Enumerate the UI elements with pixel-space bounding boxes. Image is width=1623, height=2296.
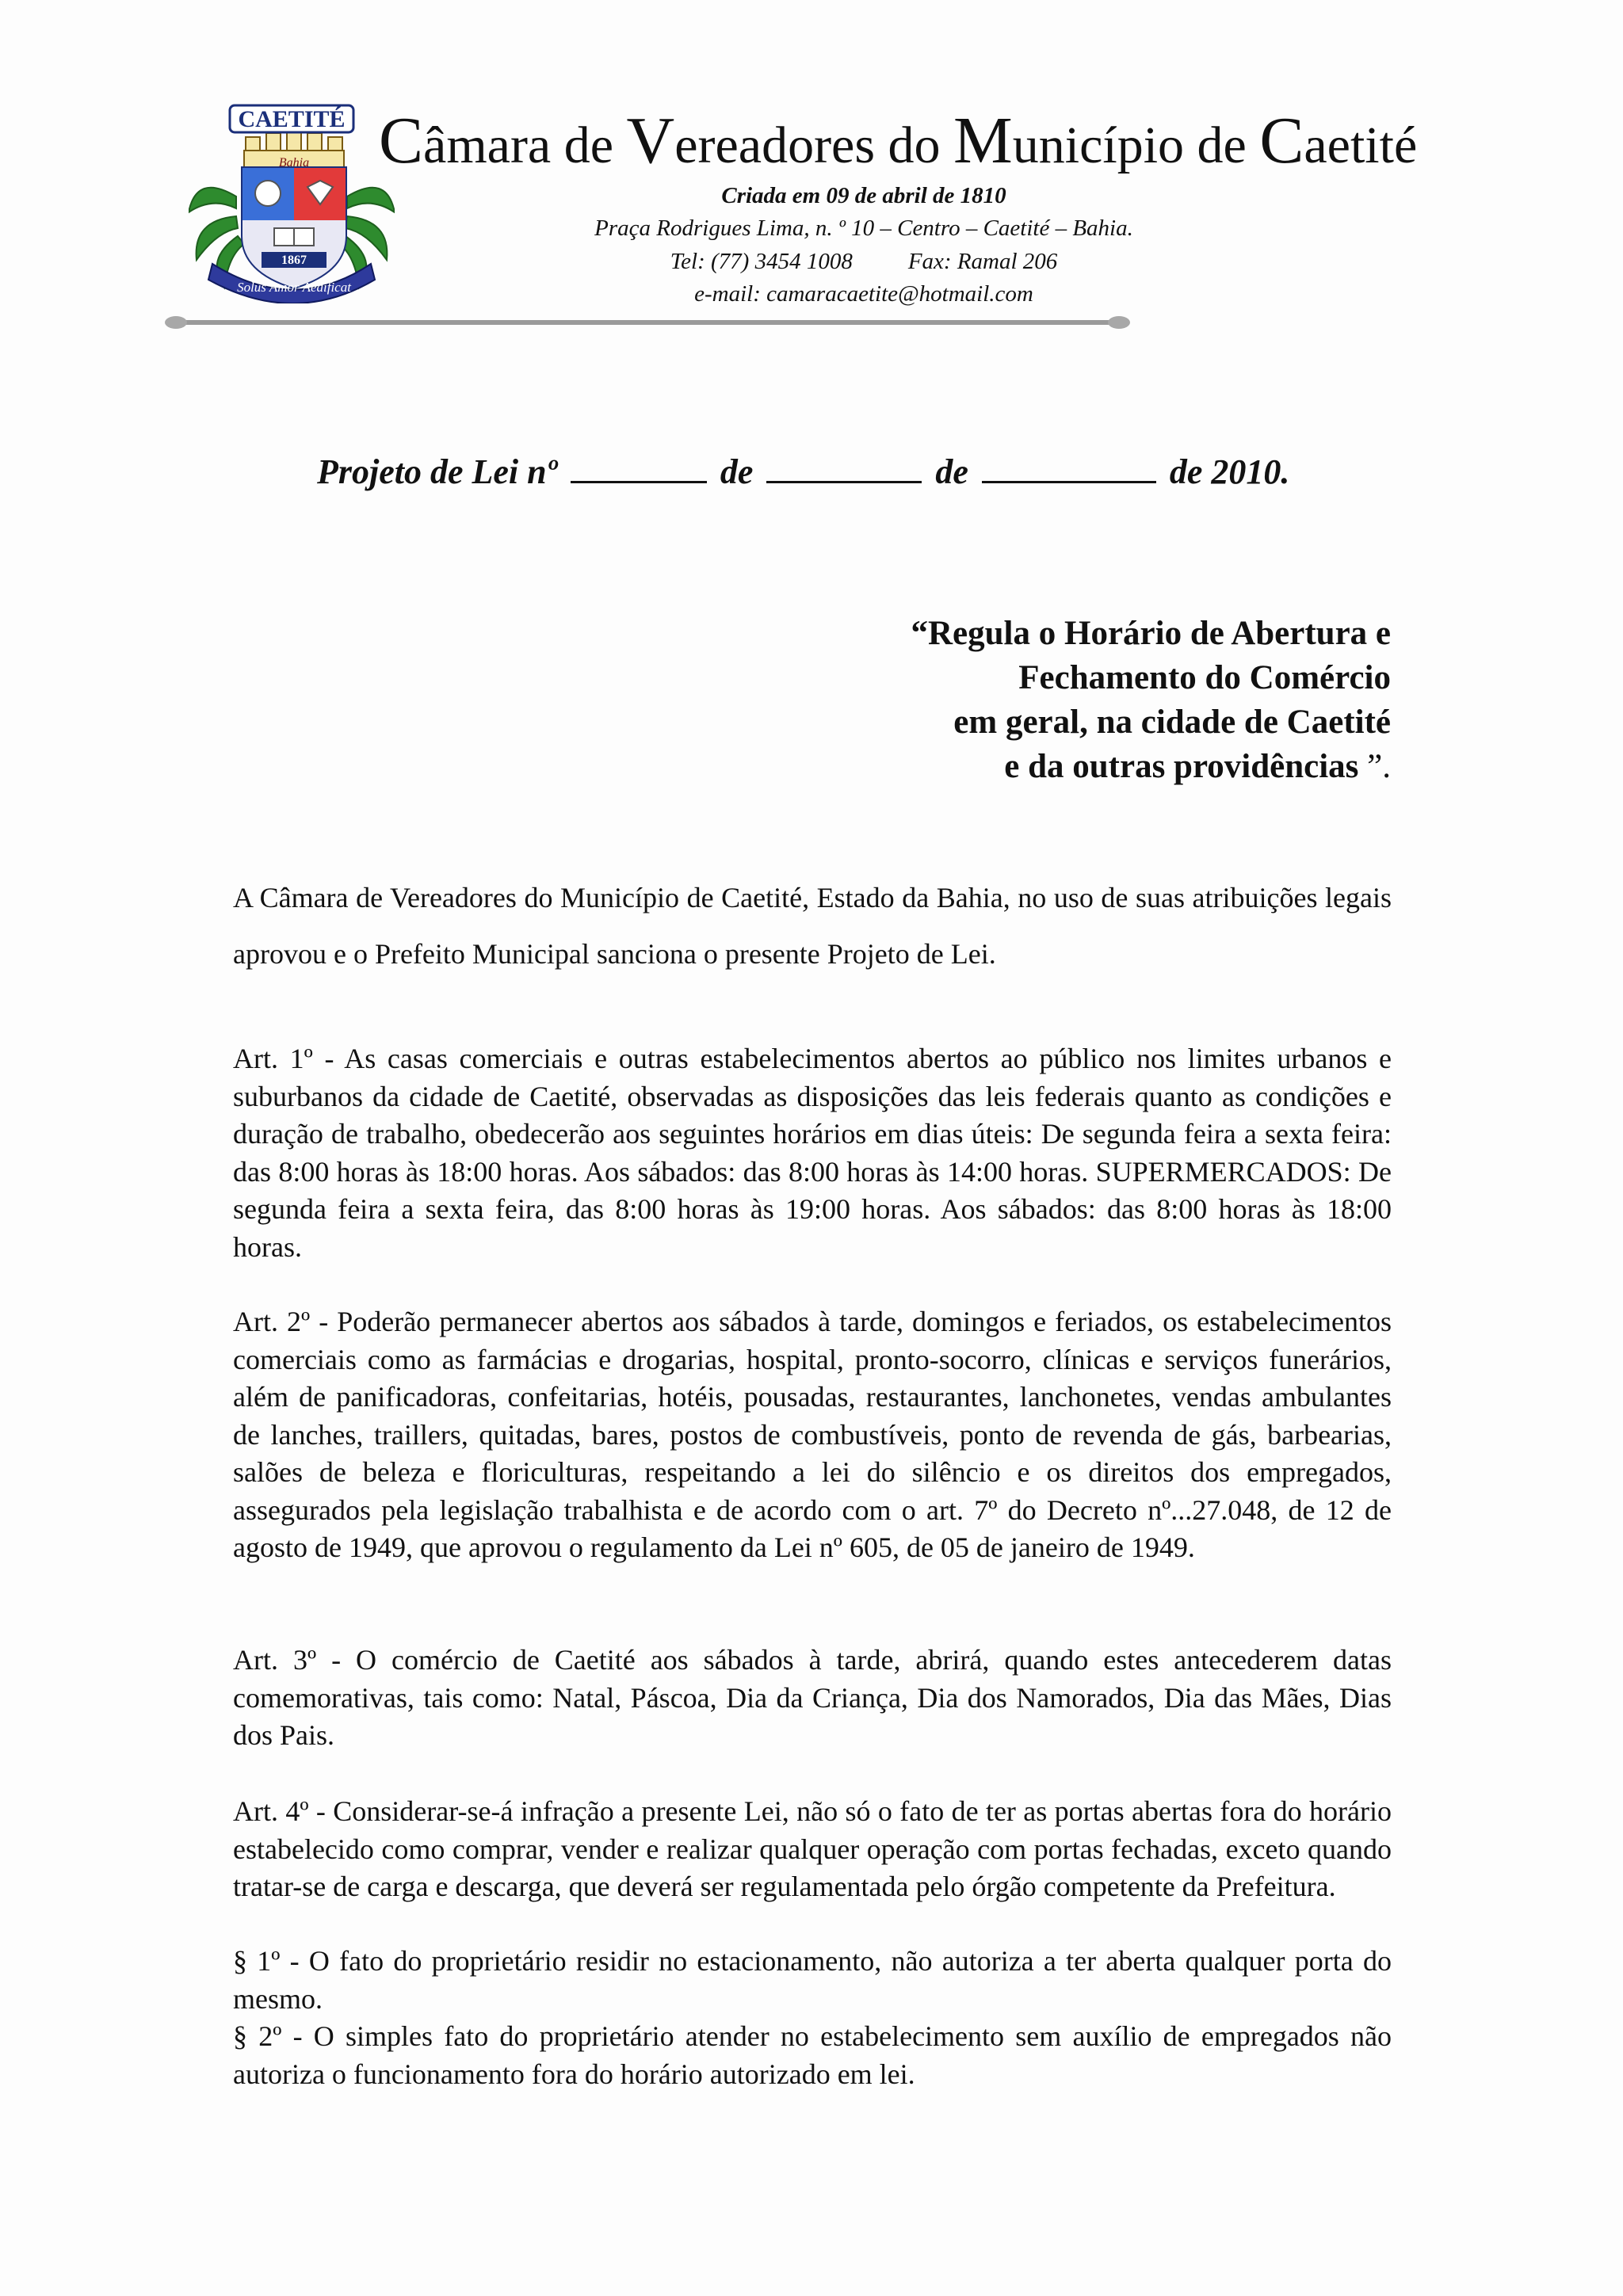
contact-phone-fax [547,246,1181,277]
bill-title [317,450,1289,494]
article-2: Art. 2º - Poderão permanecer abertos aos sábados à tarde, domingos e feriados, os estabelecimentos comerciais como as farmácias e drogarias, hospital, pronto-socorro, clínicas e serviços funerários, além de panificadoras, confeitarias, hotéis, pousadas, restaurantes, lanchonetes, vendas ambulantes de lanches, traillers, quitadas, bares, postos de combustíveis, ponto de revenda de gás, barbearias, salões de beleza e floriculturas, respeitando a lei do silêncio e os direitos dos empregados, assegurados pela legislação trabalhista e de acordo com o art. 7º do Decreto nº...27.048, de 12 de agosto de 1949, que aprovou o regulamento da Lei nº 605, de 05 de janeiro de 1949. [233,1306,1392,1563]
title-initial: V [626,104,675,177]
preamble: A Câmara de Vereadores do Município de Caetité, Estado da Bahia, no uso de suas atribuições legais aprovou e o Prefeito Municipal sanciona o presente Projeto de Lei. [233,882,1392,970]
title-initial: M [953,104,1013,177]
summary-line: “Regula o Horário de Abertura e [911,615,1391,652]
paragraph-2: § 2º - O simples fato do proprietário atender no estabelecimento sem auxílio de empregados não autoriza o funcionamento fora do horário autorizado em lei. [233,2020,1392,2090]
article-4: Art. 4º - Considerar-se-á infração a presente Lei, não só o fato de ter as portas abertas fora do horário estabelecido como comprar, vender e realizar qualquer operação com portas fechadas, exceto quando tratar-se de carga e descarga, que deverá ser regulamentada pelo órgão competente da Prefeitura. [233,1795,1392,1902]
title-initial: C [1259,104,1304,177]
summary-close: ”. [1358,748,1391,785]
bill-year: de 2010. [1169,452,1290,491]
institution-name [379,104,1441,177]
title-part: aetité [1304,116,1418,174]
bill-day-blank [766,451,922,483]
bill-month-blank [982,451,1156,483]
crest-year: 1867 [281,254,307,267]
founded-date: Criada em 09 de abril de 1810 [721,183,1006,208]
phone: Tel: (77) 3454 1008 [670,249,853,274]
title-initial: C [379,104,424,177]
crest-motto: Solus Amor Aedificat [237,280,351,295]
title-part: unicípio de [1012,116,1260,174]
summary-line: em geral, na cidade de Caetité [953,704,1391,741]
header-divider [165,315,1130,330]
bill-de: de [935,452,968,491]
paragraph-1: § 1º - O fato do proprietário residir no estacionamento, não autoriza a ter aberta qualquer porta do mesmo. [233,1945,1392,2015]
summary-line: Fechamento do Comércio [1018,659,1391,696]
bill-summary [678,612,1391,789]
bill-de: de [720,452,754,491]
article-1: Art. 1º - As casas comerciais e outras estabelecimentos abertos ao público nos limites urbanos e suburbanos da cidade de Caetité, observadas as disposições das leis federais quanto as condições e duração de trabalho, obedecerão aos seguintes horários em dias úteis: De segunda feira a sexta feira: das 8:00 horas às 18:00 horas. Aos sábados: das 8:00 horas às 14:00 horas. SUPERMERCADOS: De segunda feira a sexta feira, das 8:00 horas às 19:00 horas. Aos sábados: das 8:00 horas às 18:00 horas. [233,1043,1392,1263]
article-3: Art. 3º - O comércio de Caetité aos sábados à tarde, abrirá, quando estes antecederem datas comemorativas, tais como: Natal, Páscoa, Dia da Criança, Dia dos Namorados, Dia das Mães, Dias dos Pais. [233,1644,1392,1751]
address: Praça Rodrigues Lima, n. º 10 – Centro – Caetité – Bahia. [594,215,1133,241]
title-part: ereadores do [674,116,954,174]
bill-number-blank [571,451,707,483]
bill-prefix: Projeto de Lei nº [317,452,557,491]
email: e-mail: camaracaetite@hotmail.com [694,281,1033,307]
municipal-crest-logo [189,101,395,303]
fax: Fax: Ramal 206 [907,249,1058,274]
crest-state-label: Bahia [278,156,310,170]
crest-city-label: CAETITÉ [238,106,346,132]
title-part: âmara de [423,116,627,174]
summary-line: e da outras providências [1004,748,1359,785]
